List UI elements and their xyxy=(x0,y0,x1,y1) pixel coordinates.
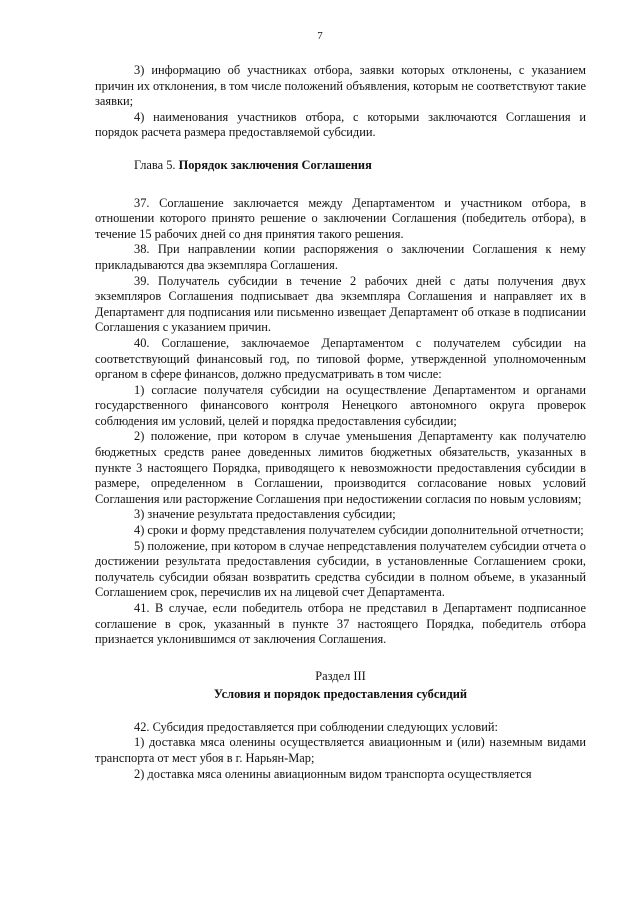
paragraph: 2) положение, при котором в случае уменьшения Департаменту как получателю бюджетных средств ранее доведенных лимитов бюджетных обязательств, указанных в пункте 3 настоящего Порядка, приводящего к невозможности предоставления субсидии в размере, определенном в Соглашении, производится согласование новых условий Соглашения или расторжение Соглашения при недостижении согласия по новым условиям; xyxy=(95,429,586,506)
paragraph: 39. Получатель субсидии в течение 2 рабочих дней с даты получения двух экземпляров Соглашения подписывает два экземпляра Соглашения и направляет их в Департамент для подписания или письменно извещает Департамент об отказе в подписании Соглашения с указанием причин. xyxy=(95,273,586,335)
paragraph: 42. Субсидия предоставляется при соблюдении следующих условий: xyxy=(134,719,498,734)
paragraph: 2) доставка мяса оленины авиационным видом транспорта осуществляется xyxy=(134,766,532,781)
paragraph: 1) доставка мяса оленины осуществляется авиационным и (или) наземным видами транспорта от мест убоя в г. Нарьян-Мар; xyxy=(95,735,586,765)
page-number: 7 xyxy=(317,30,323,42)
document-body xyxy=(95,63,586,782)
paragraph: 4) сроки и форму представления получателем субсидии дополнительной отчетности; xyxy=(134,523,584,538)
paragraph: 38. При направлении копии распоряжения о заключении Соглашения к нему прикладываются два экземпляра Соглашения. xyxy=(95,242,586,272)
paragraph: 37. Соглашение заключается между Департаментом и участником отбора, в отношении которого принято решение о заключении Соглашения (победитель отбора), в течение 15 рабочих дней со дня принятия такого решения. xyxy=(95,195,586,241)
chapter-heading xyxy=(95,158,586,174)
paragraph: 40. Соглашение, заключаемое Департаментом с получателем субсидии на соответствующий финансовый год, по типовой форме, утвержденной уполномоченным органом в сфере финансов, должно предусматривать в том числе: xyxy=(95,335,586,382)
chapter-title: Порядок заключения Соглашения xyxy=(178,157,372,172)
section-title: Условия и порядок предоставления субсидий xyxy=(213,686,468,701)
paragraph: 4) наименования участников отбора, с которыми заключаются Соглашения и порядок расчета размера предоставляемой субсидии. xyxy=(95,109,586,140)
paragraph: 3) значение результата предоставления субсидии; xyxy=(134,507,396,522)
paragraph: 3) информацию об участниках отбора, заявки которых отклонены, с указанием причин их отклонения, в том числе положений объявления, которым не соответствуют такие заявки; xyxy=(95,63,586,109)
chapter-prefix: Глава 5. xyxy=(134,157,179,172)
section-heading: Раздел III xyxy=(315,668,366,683)
paragraph: 5) положение, при котором в случае непредставления получателем субсидии отчета о достижении результата предоставления субсидии, в установленные Соглашением сроки, получатель субсидии обязан возвратить средства субсидии в полном объеме, в указанный Соглашением срок, перечислив их на лицевой счет Департамента. xyxy=(95,538,586,600)
paragraph: 1) согласие получателя субсидии на осуществление Департаментом и органами государственного финансового контроля Ненецкого автономного округа проверок соблюдения им условий, целей и порядка предоставления субсидии; xyxy=(95,382,586,428)
paragraph: 41. В случае, если победитель отбора не представил в Департамент подписанное соглашение в срок, указанный в пункте 37 настоящего Порядка, победитель отбора признается уклонившимся от заключения Соглашения. xyxy=(95,601,586,647)
